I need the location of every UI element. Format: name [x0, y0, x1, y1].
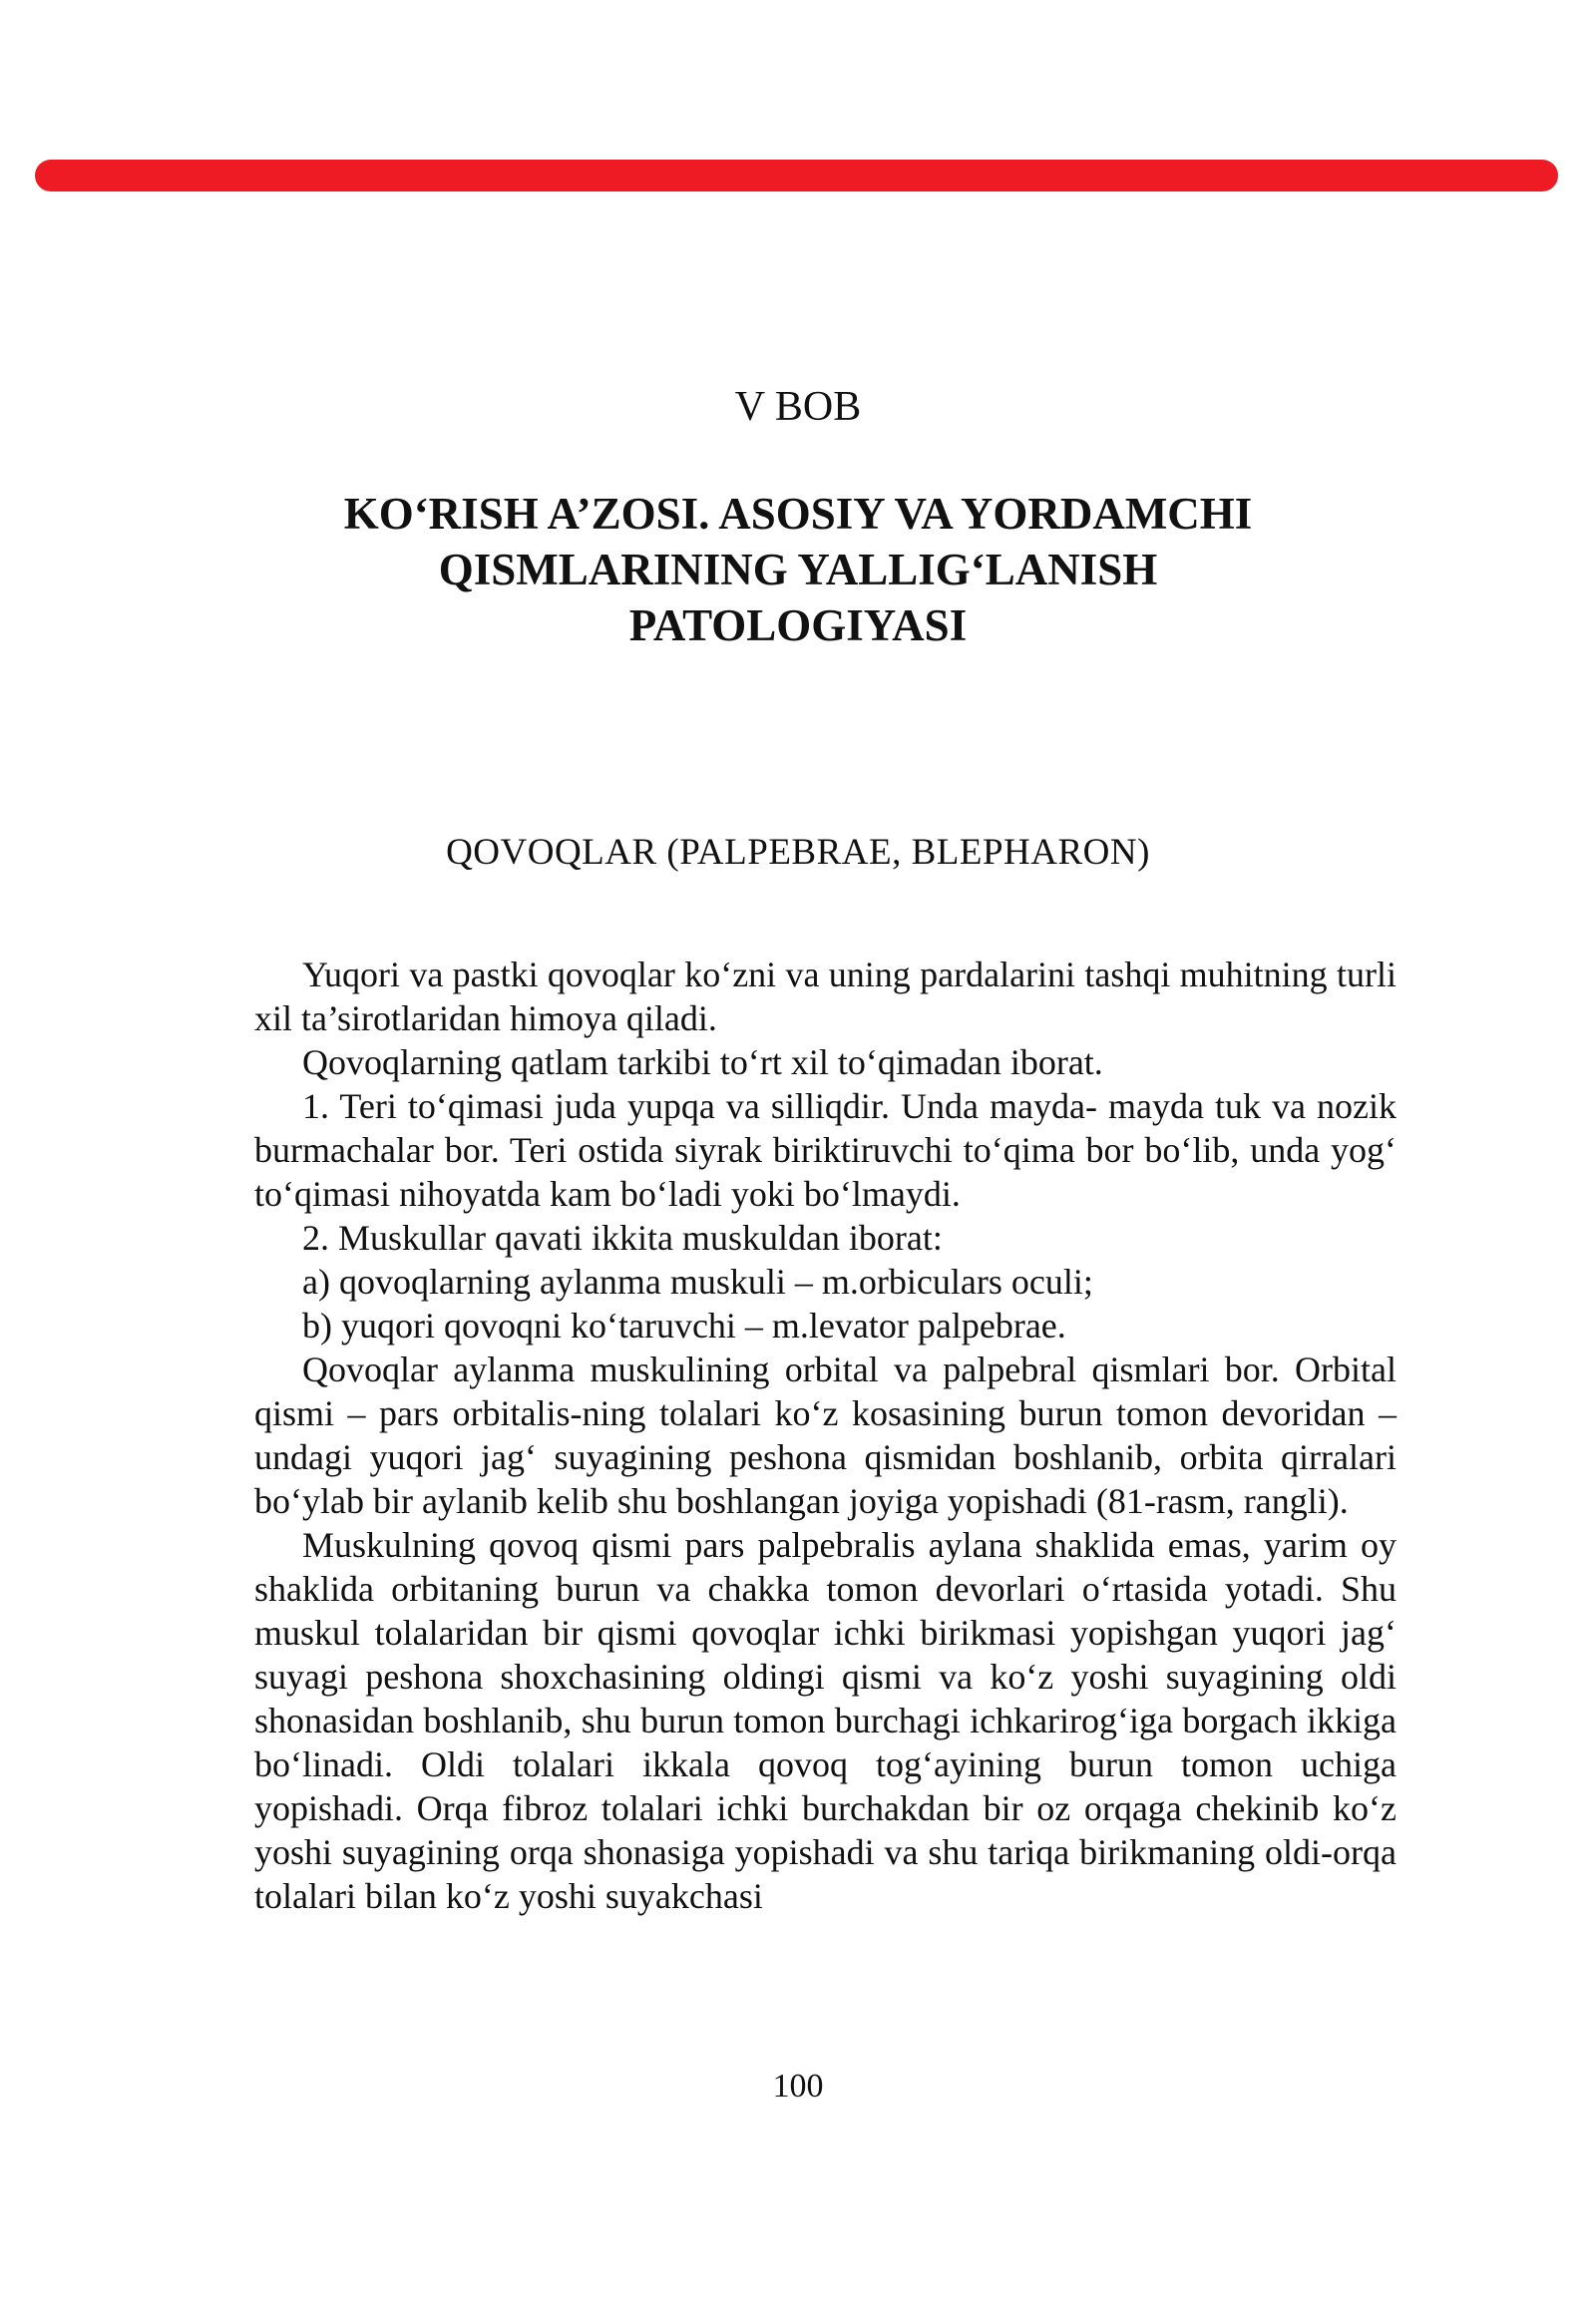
numbered-paragraph: 1. Teri to‘qimasi juda yupqa va silliqdir. Unda mayda- mayda tuk va nozik burmachalar bor. Teri ostida siyrak biriktiruvchi to‘qima bor bo‘lib, unda yog‘ to‘qimasi nihoyatda kam bo‘ladi yoki bo‘lmaydi. [254, 1086, 1396, 1214]
paragraph: Muskulning qovoq qismi pars palpebralis aylana shaklida emas, yarim oy shaklida orbitaning burun va chakka tomon devorlari o‘rtasida yotadi. Shu muskul tolalaridan bir qismi qovoqlar ichki birikmasi yopishgan yuqori jag‘ suyagi peshona shoxchasining oldingi qismi va ko‘z yoshi suyagining oldi shonasidan boshlanib, shu burun tomon burchagi ichkarirog‘iga borgach ikkiga bo‘linadi. Oldi tolalari ikkala qovoq tog‘ayining burun tomon uchiga yopishadi. Orqa fibroz tolalari ichki burchakdan bir oz orqaga chekinib ko‘z yoshi suyagining orqa shonasiga yopishadi va shu tariqa birikmaning oldi-orqa tolalari bilan ko‘z yoshi suyakchasi [254, 1525, 1396, 1916]
list-item: a) qovoqlarning aylanma muskuli – m.orbiculars oculi; [302, 1262, 1093, 1302]
chapter-title-line: KO‘RISH A’ZOSI. ASOSIY VA YORDAMCHI [343, 489, 1253, 539]
chapter-title [200, 486, 1396, 653]
list-item: b) yuqori qovoqni ko‘taruvchi – m.levator palpebrae. [302, 1306, 1066, 1346]
paragraph: Yuqori va pastki qovoqlar ko‘zni va uning pardalarini tashqi muhitning turli xil ta’sirotlaridan himoya qiladi. [254, 955, 1396, 1038]
paragraph: Qovoqlar aylanma muskulining orbital va palpebral qismlari bor. Orbital qismi – pars orbitalis-ning tolalari ko‘z kosasining burun tomon devoridan – undagi yuqori jag‘ suyagining peshona qismidan boshlanib, orbita qirralari bo‘ylab bir aylanib kelib shu boshlangan joyiga yopishadi (81-rasm, rangli). [254, 1349, 1396, 1521]
chapter-title-line: PATOLOGIYASI [628, 600, 968, 650]
paragraph: Qovoqlarning qatlam tarkibi to‘rt xil to‘qimadan iborat. [302, 1042, 1103, 1082]
top-accent-bar [35, 160, 1558, 192]
body-text [254, 953, 1396, 1918]
chapter-label: V BOB [734, 384, 862, 430]
chapter-title-line: QISMLARINING YALLIG‘LANISH [438, 545, 1158, 594]
section-title: QOVOQLAR (PALPEBRAE, BLEPHARON) [446, 832, 1150, 873]
numbered-paragraph: 2. Muskullar qavati ikkita muskuldan iborat: [302, 1218, 943, 1258]
page-number: 100 [772, 2068, 824, 2105]
